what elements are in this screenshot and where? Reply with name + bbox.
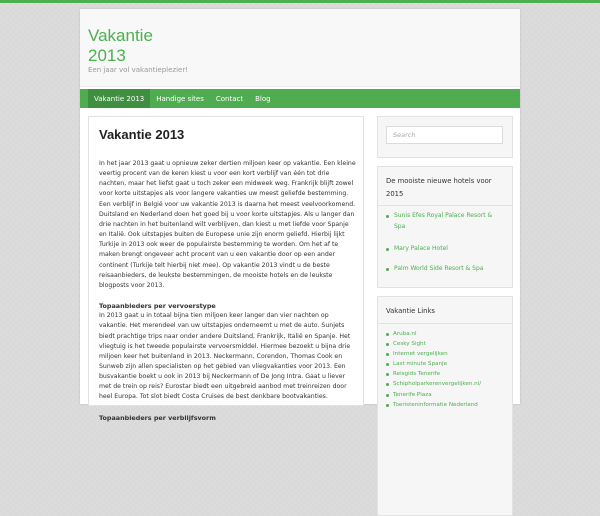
hotels-widget — [377, 166, 513, 288]
search-widget — [377, 116, 513, 158]
list-item[interactable]: Aruba.nl — [386, 329, 481, 339]
post-intro-paragraph: In het jaar 2013 gaat u opnieuw zeker dertien miljoen keer op vakantie. Een kleine veertig procent van de keren kiest u voor een kort verblijf van één tot drie nachten, maar het liefst gaat u toch zeker een midweek weg. Frankrijk blijft zowel voor korte uitstapjes als voor langere vakanties uw meest geliefde bestemming. Een verblijf in België voor uw vakantie 2013 is daarna het meest veelvoorkomend. Duitsland en Nederland doen het goed bij u voor korte uitstapjes. Als u langer dan drie nachten in het buitenland wilt verblijven, dan kiest u met liefde voor Spanje en Italië. Ook uitstapjes buiten de Europese unie zijn enorm geliefd. Hierbij lijkt Turkije in 2013 ook weer de populairste bestemming te worden. Om het af te maken brengt ongeveer acht procent van u een vakantie door op een ander continent (Turkije telt hierbij niet mee). Op vakantie 2013 vindt u de beste reisaanbieders, de leukste bestemmingen, de mooiste hotels en de leukste blogposts voor 2013. — [99, 160, 356, 289]
nav-item-blog[interactable]: Blog — [255, 94, 271, 103]
section-heading-accommodation: Topaanbieders per verblijfsvorm — [99, 413, 216, 422]
nav-item-contact[interactable]: Contact — [215, 94, 244, 103]
links-widget-title: Vakantie Links — [386, 307, 435, 315]
post-body — [99, 159, 357, 423]
section-paragraph-transport: In 2013 gaat u in totaal bijna tien miljoen keer langer dan vier nachten op vakantie. Het merendeel van uw uitstapjes onderneemt u met de auto. Sunjets biedt prachtige trips naar onder andere Duitsland, Frankrijk, Italië en Spanje. Het vliegtuig is het tweede populairste vervoersmiddel. Hiermee bezoekt u bijna drie miljoen keer het buitenland in 2013. Neckermann, Corendon, Thomas Cook en Sunweb zijn allen specialisten op het gebied van vliegvakanties voor 2013. Een busvakantie boekt u ook in 2013 bij Neckermann of De Jong Intra. Gaat u liever met de trein op reis? Eurostar biedt een uitgebreid aanbod met treinreizen door heel Europa. Tot slot biedt Costa Cruises de best denkbare bootvakanties. — [99, 312, 351, 401]
list-item[interactable]: Toeristeninformatie Nederland — [386, 400, 481, 410]
nav-item-vakantie-2013[interactable]: Vakantie 2013 — [88, 89, 150, 108]
hotel-link[interactable]: Sunis Efes Royal Palace Resort & Spa — [394, 212, 493, 230]
list-item[interactable]: Cesky Sight — [386, 339, 481, 349]
list-item[interactable]: Internet vergelijken — [386, 349, 481, 359]
bullet-icon — [386, 268, 389, 271]
widget-divider — [378, 323, 512, 324]
bullet-icon — [386, 215, 389, 218]
post-title: Vakantie 2013 — [99, 127, 185, 142]
site-header — [80, 9, 520, 87]
links-widget — [377, 296, 513, 516]
list-item[interactable]: Last minute Spanje — [386, 359, 481, 369]
site-title[interactable]: Vakantie 2013 — [88, 26, 153, 65]
hotel-link[interactable]: Palm World Side Resort & Spa — [394, 265, 484, 272]
bullet-icon — [386, 248, 389, 251]
list-item[interactable]: Tenerife Plaza — [386, 390, 481, 400]
page-wrapper — [80, 9, 520, 422]
section-heading-transport: Topaanbieders per vervoerstype — [99, 302, 216, 311]
widget-divider — [378, 205, 512, 206]
list-item[interactable]: Reisgids Tenerife — [386, 369, 481, 379]
hotels-widget-title: De mooiste nieuwe hotels voor 2015 — [386, 177, 492, 198]
top-accent-stripe — [0, 0, 600, 3]
hotel-link[interactable]: Mary Palace Hotel — [394, 245, 448, 252]
post-content — [88, 116, 364, 422]
search-input[interactable]: Search — [386, 126, 503, 144]
main-nav — [80, 89, 520, 108]
site-description: Een jaar vol vakantieplezier! — [88, 66, 189, 74]
links-list — [386, 329, 481, 410]
list-item[interactable]: Schipholparkerenvergelijken.nl/ — [386, 379, 481, 389]
nav-item-handige-sites[interactable]: Handige sites — [156, 94, 204, 103]
